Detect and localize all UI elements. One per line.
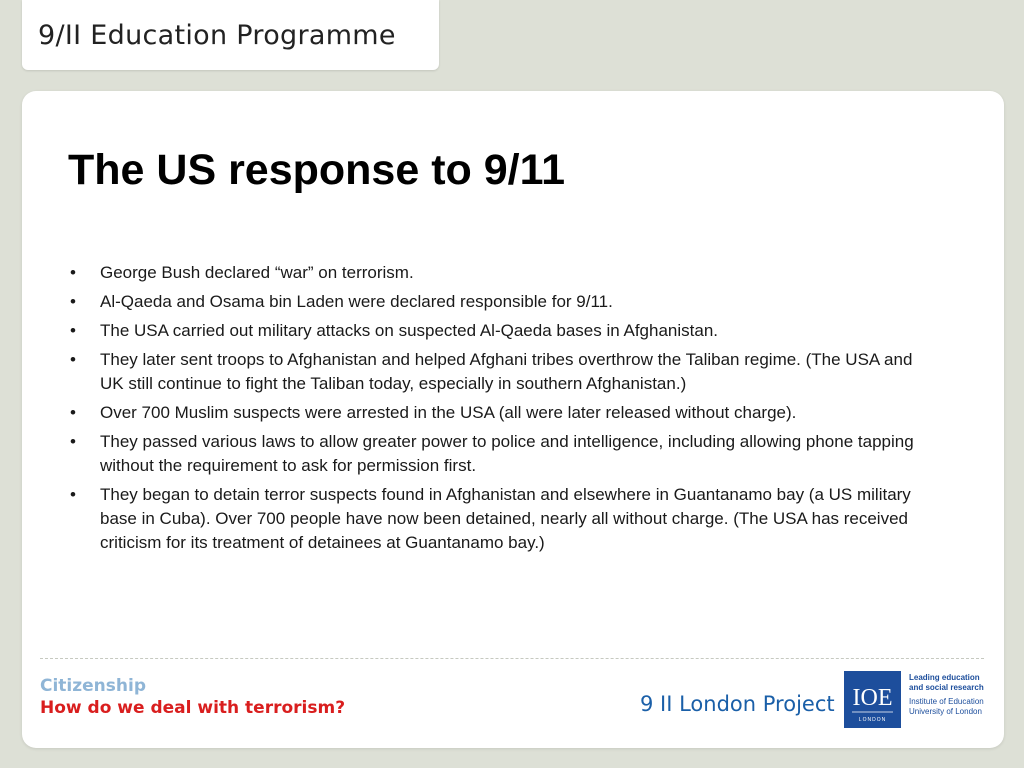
- programme-title: 9/II Education Programme: [38, 20, 396, 51]
- bullet-item: [68, 401, 918, 425]
- bullet-item: [68, 348, 918, 396]
- footer-divider: [40, 658, 984, 659]
- bullet-dot: •: [70, 432, 76, 451]
- ioe-tagline-1: Leading education: [909, 673, 980, 682]
- bullet-item: [68, 430, 918, 478]
- bullet-text: They passed various laws to allow greater power to police and intelligence, including allowing phone tapping without the requirement to ask for permission first.: [100, 432, 914, 475]
- bullet-item: [68, 319, 918, 343]
- footer-subject: Citizenship: [40, 676, 147, 696]
- bullet-dot: •: [70, 292, 76, 311]
- ioe-tagline-2: and social research: [909, 683, 984, 692]
- bullet-item: [68, 261, 918, 285]
- project-label: 9 II London Project: [640, 692, 835, 716]
- bullet-item: [68, 290, 918, 314]
- bullet-text: The USA carried out military attacks on suspected Al-Qaeda bases in Afghanistan.: [100, 321, 719, 340]
- bullet-text: They later sent troops to Afghanistan and helped Afghani tribes overthrow the Taliban regime. (The USA and UK still continue to fight the Taliban today, especially in southern Afghanistan.): [100, 350, 913, 393]
- footer-topic: How do we deal with terrorism?: [40, 698, 346, 718]
- bullet-item: [68, 483, 918, 555]
- ioe-logo-letters: IOE: [852, 685, 893, 711]
- header-tab: [22, 0, 439, 70]
- bullet-text: Al-Qaeda and Osama bin Laden were declared responsible for 9/11.: [100, 292, 613, 311]
- bullet-text: Over 700 Muslim suspects were arrested in the USA (all were later released without charge).: [100, 403, 797, 422]
- bullet-dot: •: [70, 321, 76, 340]
- slide-card: [22, 91, 1004, 748]
- ioe-text: [909, 673, 1004, 717]
- slide-title: The US response to 9/11: [68, 146, 566, 194]
- bullet-text: They began to detain terror suspects found in Afghanistan and elsewhere in Guantanamo bay (a US military base in Cuba). Over 700 people have now been detained, nearly all without charge. (The USA has received criticism for its treatment of detainees at Guantanamo bay.): [100, 485, 911, 552]
- ioe-institution-2: University of London: [909, 707, 982, 716]
- bullet-list: [68, 261, 918, 560]
- bullet-dot: •: [70, 403, 76, 422]
- bullet-text: George Bush declared “war” on terrorism.: [100, 263, 414, 282]
- ioe-logo-sub: LONDON: [858, 717, 887, 723]
- ioe-logo-mark: [844, 671, 901, 728]
- bullet-dot: •: [70, 263, 76, 282]
- ioe-logo: [844, 671, 901, 728]
- bullet-dot: •: [70, 485, 76, 504]
- ioe-institution-1: Institute of Education: [909, 697, 984, 706]
- bullet-dot: •: [70, 350, 76, 369]
